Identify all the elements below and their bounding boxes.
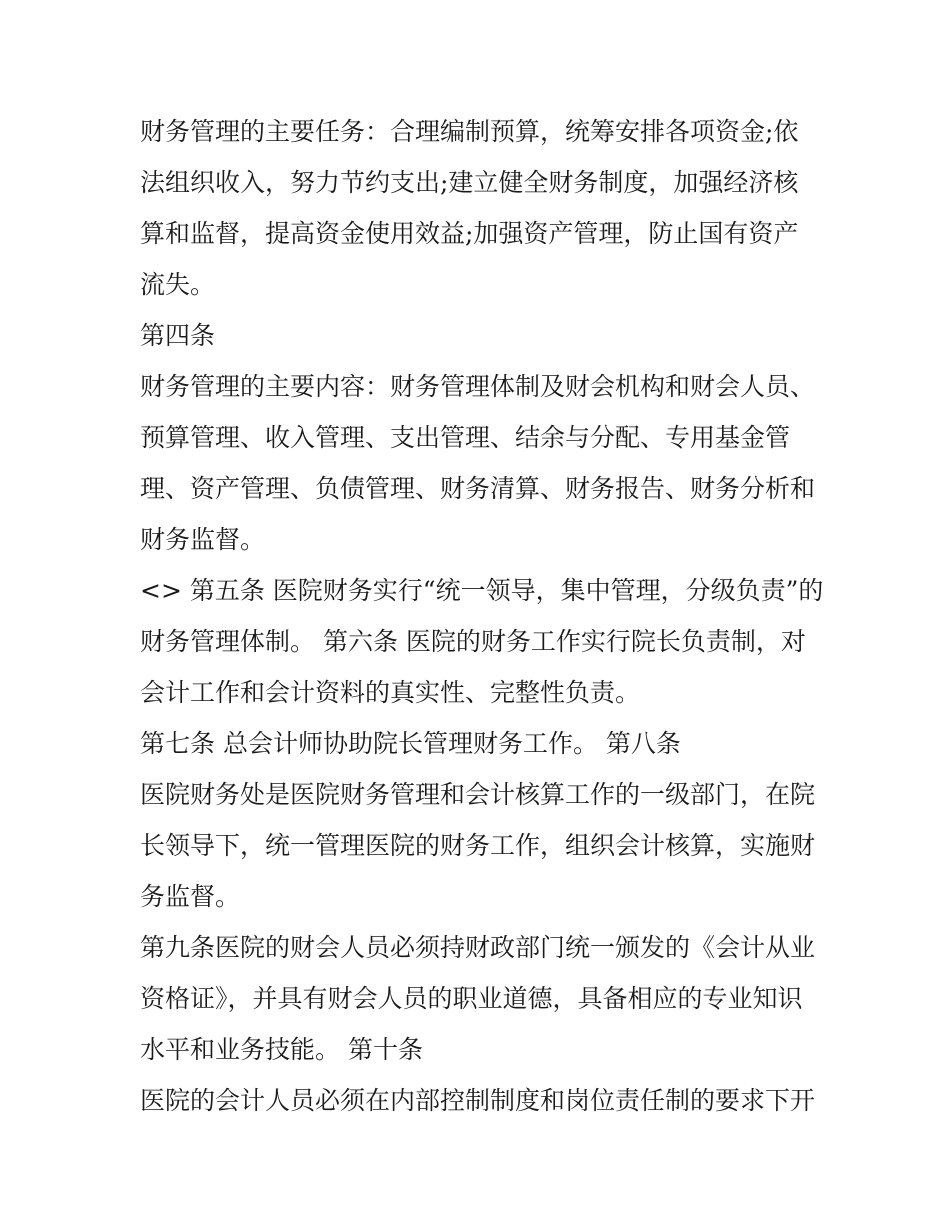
text-line: 理、资产管理、负债管理、财务清算、财务报告、财务分析和 (140, 474, 816, 503)
article-heading: 第四条 (140, 321, 216, 350)
text-line: 务监督。 (140, 882, 241, 911)
text-line: 算和监督，提高资金使用效益;加强资产管理，防止国有资产 (140, 219, 799, 248)
text-line: 流失。 (140, 270, 216, 299)
text-line: 会计工作和会计资料的真实性、完整性负责。 (140, 678, 641, 707)
document-body (140, 106, 824, 1126)
text-line: 医院的会计人员必须在内部控制制度和岗位责任制的要求下开 (140, 1086, 816, 1115)
text-line: 财务管理的主要任务：合理编制预算，统筹安排各项资金;依 (140, 117, 799, 146)
text-line: 资格证》，并具有财会人员的职业道德，具备相应的专业知识 (140, 984, 803, 1013)
text-line: 法组织收入，努力节约支出;建立健全财务制度，加强经济核 (140, 168, 799, 197)
text-line: 水平和业务技能。 第十条 (140, 1035, 423, 1064)
text-line: <> 第五条 医院财务实行“统一领导，集中管理，分级负责”的 (140, 576, 824, 605)
text-line: 财务管理体制。 第六条 医院的财务工作实行院长负责制，对 (140, 627, 806, 656)
text-line: 第七条 总会计师协助院长管理财务工作。 第八条 (140, 729, 681, 758)
text-line: 预算管理、收入管理、支出管理、结余与分配、专用基金管 (140, 423, 791, 452)
text-line: 医院财务处是医院财务管理和会计核算工作的一级部门，在院 (140, 780, 816, 809)
text-line: 第九条医院的财会人员必须持财政部门统一颁发的《会计从业 (140, 933, 816, 962)
text-line: 长领导下，统一管理医院的财务工作，组织会计核算，实施财 (140, 831, 816, 860)
text-line: 财务管理的主要内容：财务管理体制及财会机构和财会人员、 (140, 372, 816, 401)
text-line: 财务监督。 (140, 525, 266, 554)
